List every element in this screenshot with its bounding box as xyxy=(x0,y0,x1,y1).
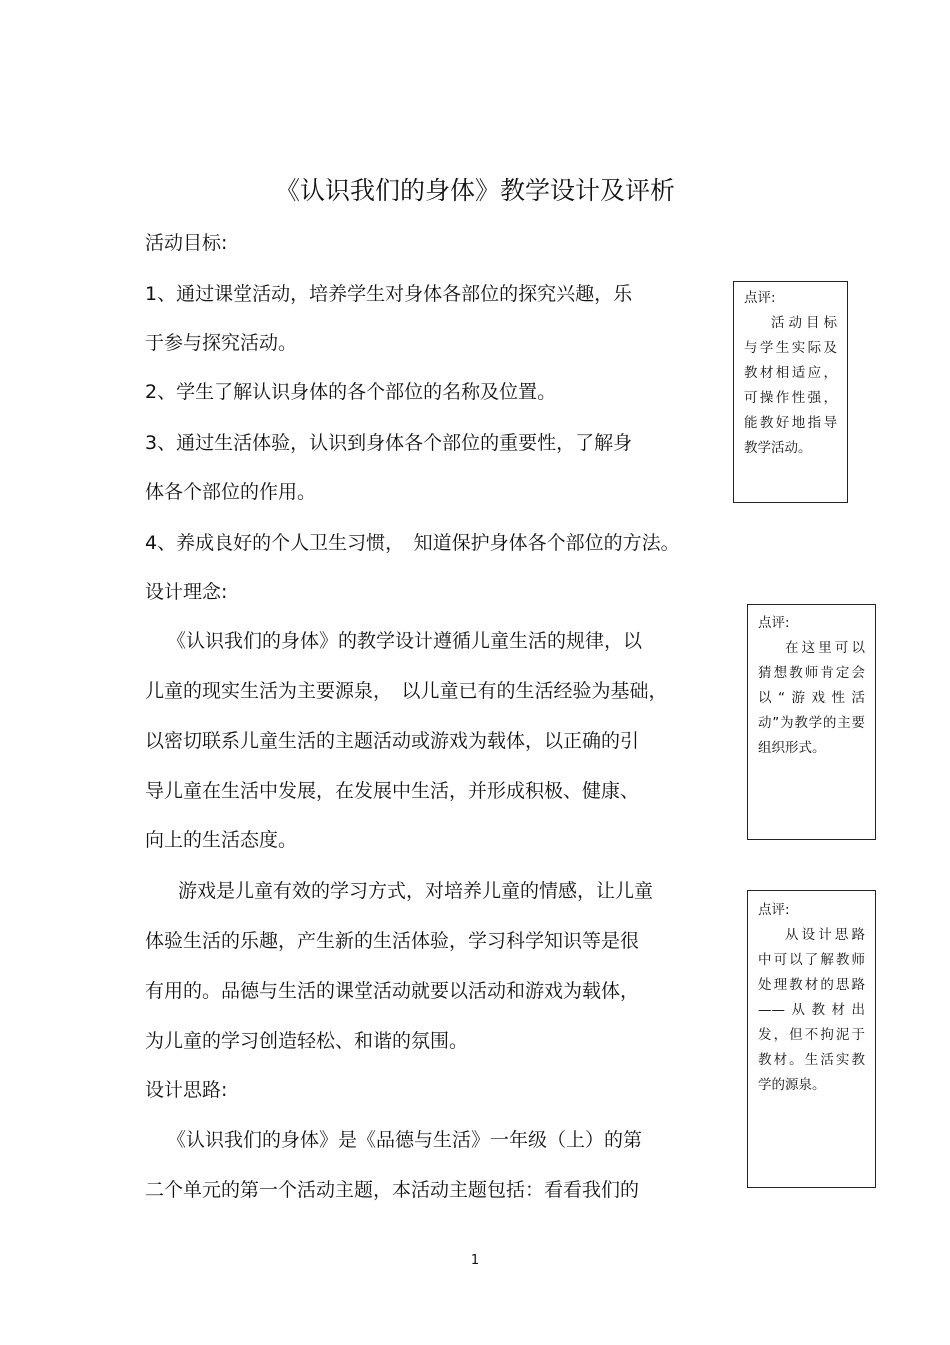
concept-p1-line: 导儿童在生活中发展，在发展中生活，并形成积极、健康、 xyxy=(145,780,640,802)
idea-line: 二个单元的第一个活动主题，本活动主题包括：看看我们的 xyxy=(145,1179,640,1201)
comment-label: 点评: xyxy=(758,615,790,631)
concept-p1-line: 向上的生活态度。 xyxy=(145,829,298,851)
concept-p1-line: 以密切联系儿童生活的主题活动或游戏为载体，以正确的引 xyxy=(145,730,640,752)
comment-text: 从设计思路中可以了解教师处理教材的思路——从教材出发，但不拘泥于教材。生活实教学的源泉。 xyxy=(758,927,865,1093)
goal-line: 于参与探究活动。 xyxy=(145,332,298,354)
concept-heading: 设计理念: xyxy=(145,581,228,603)
comment-box-1 xyxy=(733,281,848,503)
goal-line: 2、学生了解认识身体的各个部位的名称及位置。 xyxy=(145,381,557,403)
goal-line: 1、通过课堂活动，培养学生对身体各部位的探究兴趣，乐 xyxy=(145,283,633,305)
concept-p1-line: 《认识我们的身体》的教学设计遵循儿童生活的规律，以 xyxy=(167,630,643,652)
page-number: 1 xyxy=(470,1253,480,1268)
goal-line: 体各个部位的作用。 xyxy=(145,481,317,503)
comment-box-2 xyxy=(747,604,876,840)
goals-heading: 活动目标: xyxy=(145,232,228,254)
concept-p2-line: 游戏是儿童有效的学习方式，对培养儿童的情感，让儿童 xyxy=(178,880,654,902)
comment-label: 点评: xyxy=(758,902,790,918)
comment-text: 活动目标与学生实际及教材相适应，可操作性强，能教好地指导教学活动。 xyxy=(744,315,837,456)
comment-label: 点评: xyxy=(744,290,776,306)
comment-text: 在这里可以猜想教师肯定会以“游戏性活动”为教学的主要组织形式。 xyxy=(758,640,865,756)
goal-line: 3、通过生活体验，认识到身体各个部位的重要性，了解身 xyxy=(145,432,633,454)
comment-box-3 xyxy=(747,890,876,1188)
concept-p2-line: 体验生活的乐趣，产生新的生活体验，学习科学知识等是很 xyxy=(145,930,640,952)
goal-line: 4、养成良好的个人卫生习惯， 知道保护身体各个部位的方法。 xyxy=(145,532,680,554)
concept-p2-line: 有用的。品德与生活的课堂活动就要以活动和游戏为载体， xyxy=(145,980,640,1002)
concept-p1-line: 儿童的现实生活为主要源泉， 以儿童已有的生活经验为基础， xyxy=(145,680,668,702)
document-title: 《认识我们的身体》教学设计及评析 xyxy=(274,176,675,205)
idea-line: 《认识我们的身体》是《品德与生活》一年级（上）的第 xyxy=(167,1129,643,1151)
concept-p2-line: 为儿童的学习创造轻松、和谐的氛围。 xyxy=(145,1030,469,1052)
idea-heading: 设计思路: xyxy=(145,1079,228,1101)
